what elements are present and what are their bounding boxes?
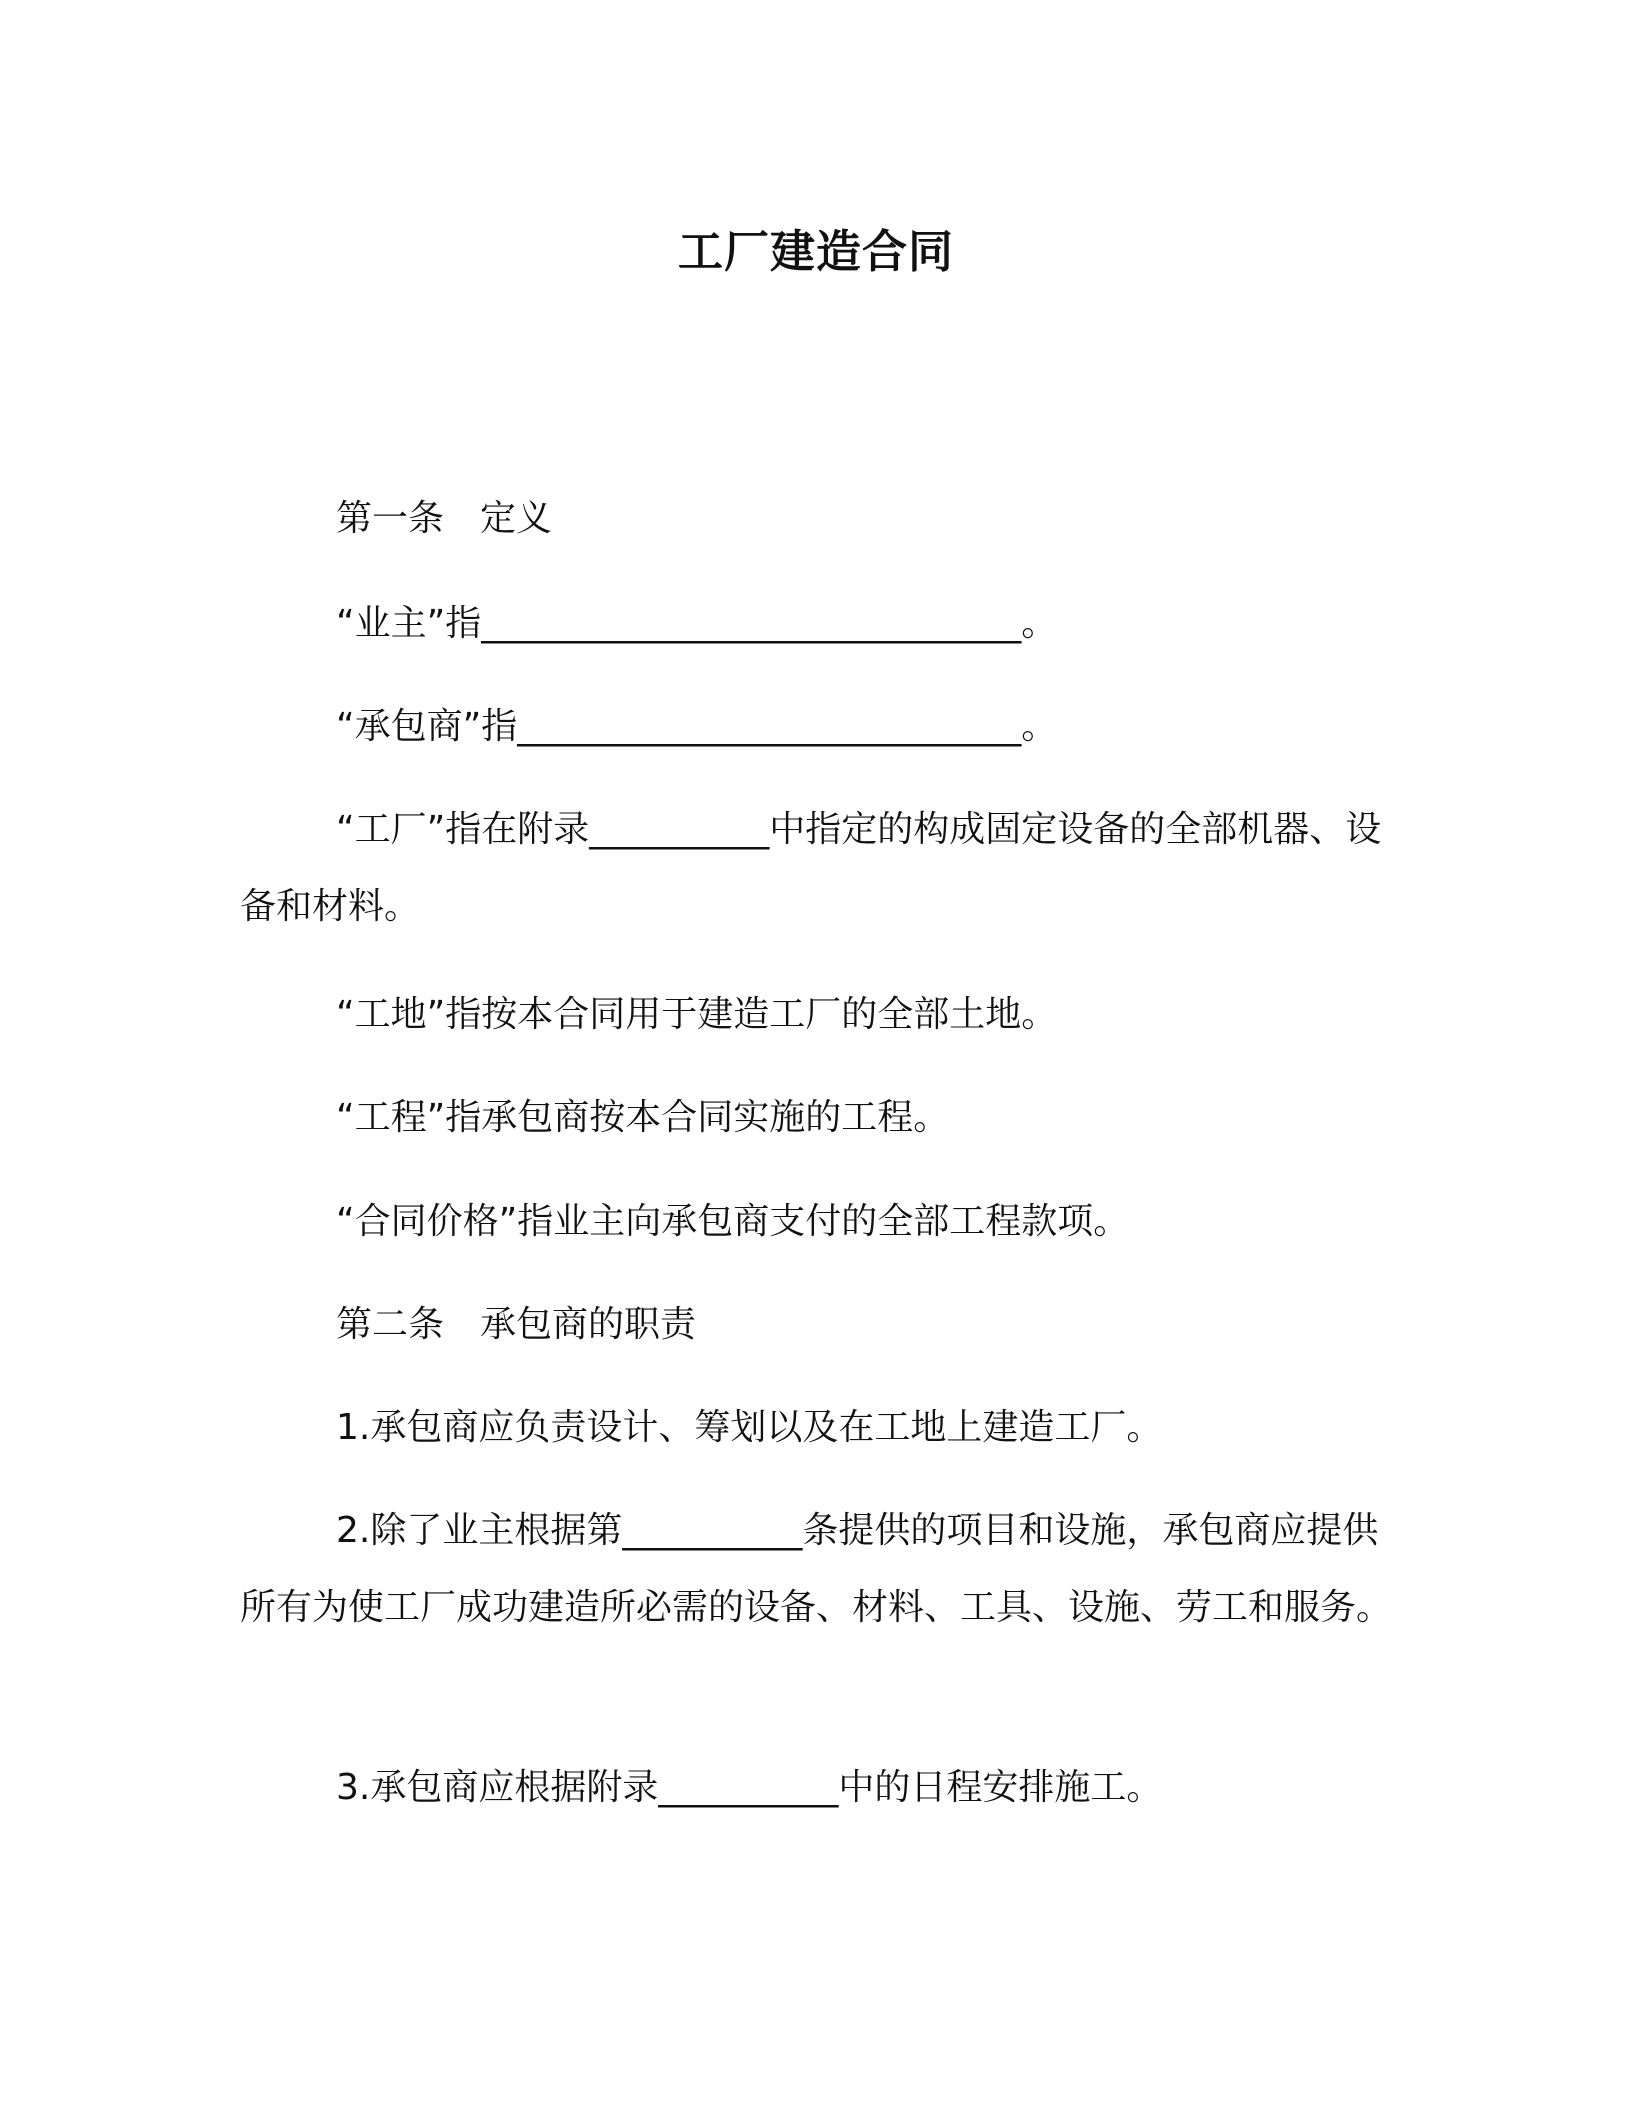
clause-2-2: 2.除了业主根据第__________条提供的项目和设施，承包商应提供所有为使工厂成功建造所必需的设备、材料、工具、设施、劳工和服务。 [240, 1510, 1393, 1628]
document-title: 工厂建造合同 [677, 225, 954, 278]
definition-works: “工程”指承包商按本合同实施的工程。 [336, 1097, 950, 1138]
definition-contract-price: “合同价格”指业主向承包商支付的全部工程款项。 [336, 1201, 1130, 1242]
clause-2-1: 1.承包商应负责设计、筹划以及在工地上建造工厂。 [336, 1407, 1163, 1448]
definition-site: “工地”指按本合同用于建造工厂的全部土地。 [336, 994, 1058, 1035]
article-2-heading: 第二条 承包商的职责 [336, 1304, 697, 1345]
clause-2-3: 3.承包商应根据附录__________中的日程安排施工。 [336, 1767, 1163, 1808]
definition-plant: “工厂”指在附录__________中指定的构成固定设备的全部机器、设备和材料。 [240, 809, 1382, 927]
article-1-heading: 第一条 定义 [336, 498, 553, 539]
definition-contractor: “承包商”指____________________________。 [336, 706, 1058, 747]
definition-owner: “业主”指______________________________。 [336, 603, 1058, 644]
